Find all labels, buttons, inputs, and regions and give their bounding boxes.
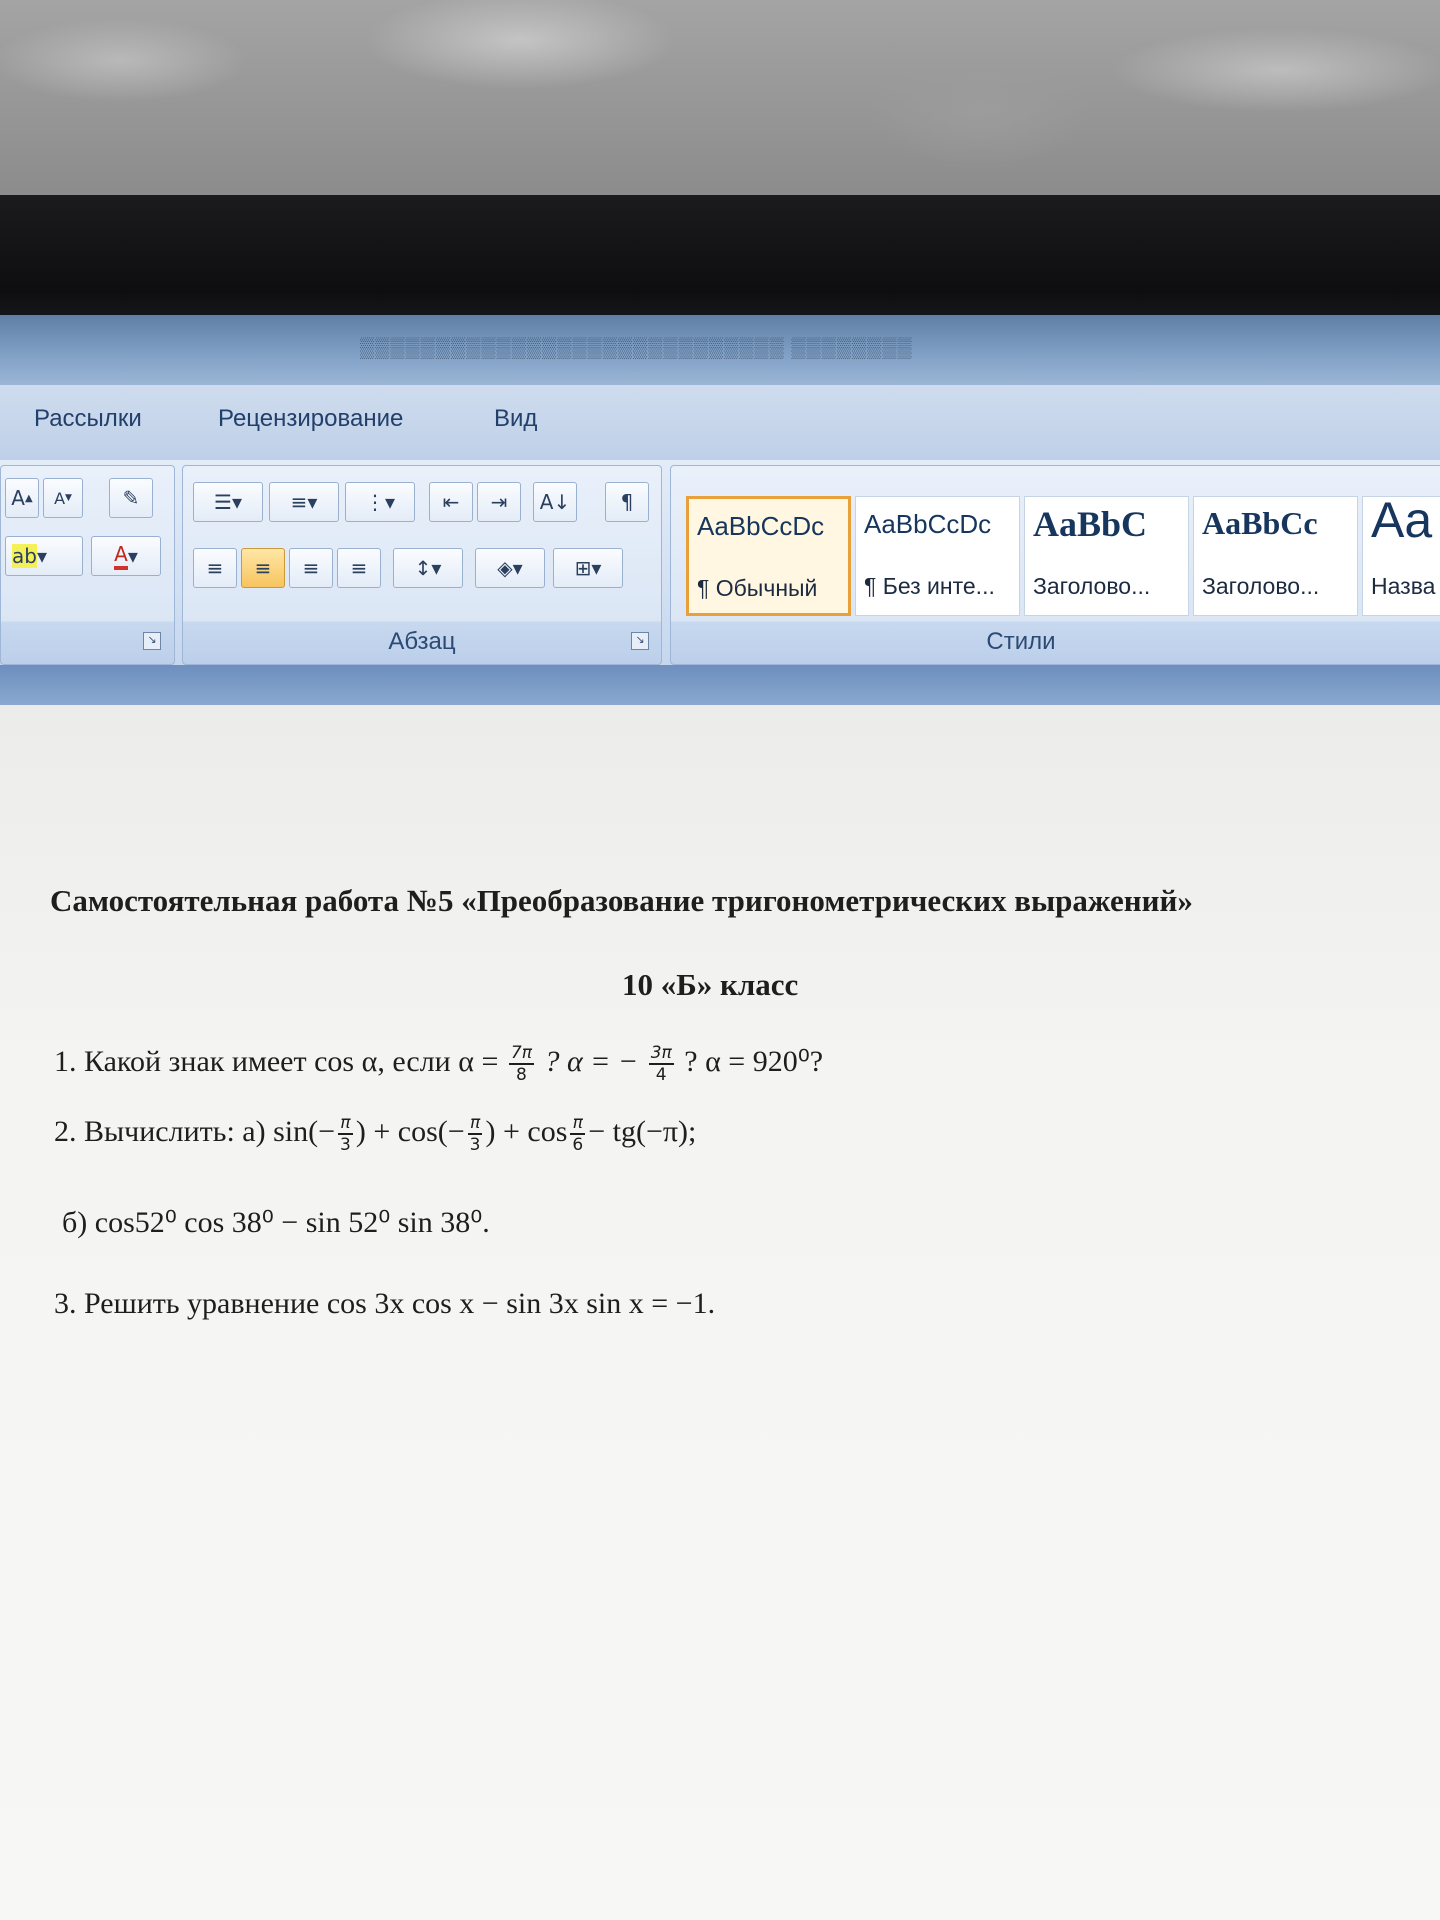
- monitor-bezel: [0, 195, 1440, 315]
- q1-lead: 1. Какой знак имеет cos α, если α =: [54, 1044, 499, 1078]
- q1-fraction-2: [649, 1043, 674, 1085]
- font-dialog-launcher-icon[interactable]: ↘: [143, 632, 161, 650]
- background-wall: [0, 0, 1440, 210]
- align-left-icon[interactable]: ≡: [193, 548, 237, 588]
- line-spacing-icon[interactable]: ↕▾: [393, 548, 463, 588]
- bullets-icon[interactable]: ☰▾: [193, 482, 263, 522]
- style-sample: AaBbC: [1033, 504, 1148, 544]
- style-name: Назва: [1371, 573, 1436, 599]
- q1-f2-den: 4: [655, 1065, 667, 1085]
- shading-icon[interactable]: ◈▾: [475, 548, 545, 588]
- q2-tail: − tg(−π);: [588, 1114, 697, 1148]
- q1-fraction-1: [509, 1043, 534, 1085]
- q2-f2-num: π: [468, 1113, 483, 1135]
- style-title[interactable]: [1362, 492, 1440, 616]
- doc-title: Самостоятельная работа №5 «Преобразование тригонометрических выражений»: [50, 883, 1193, 918]
- q2-f1-num: π: [338, 1113, 353, 1135]
- borders-icon[interactable]: ⊞▾: [553, 548, 623, 588]
- show-marks-icon[interactable]: ¶: [605, 482, 649, 522]
- font-group: [0, 465, 175, 665]
- paragraph-dialog-launcher-icon[interactable]: ↘: [631, 632, 649, 650]
- style-sample: AaBbCc: [1202, 505, 1318, 541]
- style-name: ¶ Обычный: [697, 575, 818, 601]
- q2-f3-num: π: [570, 1113, 585, 1135]
- ribbon-tabs: [0, 385, 1440, 461]
- q2-fraction-3: [570, 1113, 585, 1155]
- justify-icon[interactable]: ≡: [337, 548, 381, 588]
- sort-icon[interactable]: A↓: [533, 482, 577, 522]
- q2-part-3: ) + cos: [485, 1114, 568, 1148]
- tab-view[interactable]: Вид: [494, 405, 538, 432]
- style-heading-1[interactable]: [1024, 496, 1189, 616]
- style-no-spacing[interactable]: [855, 496, 1020, 616]
- increase-indent-icon[interactable]: ⇥: [477, 482, 521, 522]
- highlight-color-icon[interactable]: ab ▾: [5, 536, 83, 576]
- q2-f1-den: 3: [340, 1135, 351, 1155]
- clear-format-icon[interactable]: ✎: [109, 478, 153, 518]
- style-name: Заголово...: [1202, 573, 1320, 599]
- style-sample: AaBbCcDc: [864, 509, 992, 539]
- style-name: ¶ Без инте...: [864, 573, 995, 599]
- question-1: [54, 1043, 823, 1085]
- shrink-font-icon[interactable]: A ▼: [43, 478, 83, 518]
- question-2: [54, 1113, 696, 1155]
- q1-mid: ? α = −: [544, 1044, 639, 1078]
- numbering-icon[interactable]: ≡▾: [269, 482, 339, 522]
- align-right-icon[interactable]: ≡: [289, 548, 333, 588]
- window-title-bar: [0, 315, 1440, 385]
- tab-review[interactable]: Рецензирование: [218, 405, 404, 432]
- style-heading-2[interactable]: [1193, 496, 1358, 616]
- q2-part-2: ) + cos(−: [355, 1114, 465, 1148]
- decrease-indent-icon[interactable]: ⇤: [429, 482, 473, 522]
- style-name: Заголово...: [1033, 573, 1151, 599]
- multilevel-list-icon[interactable]: ⋮▾: [345, 482, 415, 522]
- ribbon: [0, 460, 1440, 665]
- grow-font-icon[interactable]: A ▲: [5, 478, 39, 518]
- style-sample: Aa: [1371, 492, 1433, 548]
- q1-f2-num: 3π: [650, 1043, 672, 1063]
- style-sample: AaBbCcDc: [697, 511, 825, 541]
- paragraph-group: [182, 465, 662, 665]
- q2-f3-den: 6: [572, 1135, 584, 1155]
- q2-lead: 2. Вычислить: а) sin(−: [54, 1114, 336, 1148]
- align-center-icon[interactable]: ≡: [241, 548, 285, 588]
- q1-f1-den: 8: [515, 1065, 527, 1085]
- doc-subtitle: 10 «Б» класс: [622, 967, 799, 1002]
- document-page[interactable]: [0, 705, 1440, 1920]
- q1-tail: ? α = 920⁰?: [684, 1044, 824, 1078]
- q2-f2-den: 3: [469, 1135, 481, 1155]
- styles-group: [670, 465, 1440, 665]
- paragraph-group-label: Абзац: [388, 628, 456, 655]
- q1-f1-num: 7π: [510, 1043, 532, 1063]
- font-color-icon[interactable]: A ▾: [91, 536, 161, 576]
- tab-mailings[interactable]: Рассылки: [34, 405, 142, 432]
- question-2b: б) cos52⁰ cos 38⁰ − sin 52⁰ sin 38⁰.: [62, 1206, 490, 1239]
- question-3: 3. Решить уравнение cos 3x cos x − sin 3x sin x = −1.: [54, 1287, 716, 1320]
- style-normal[interactable]: [686, 496, 851, 616]
- styles-group-label: Стили: [986, 628, 1056, 655]
- q2-fraction-2: [468, 1113, 483, 1155]
- blurred-title-text: ▒▒▒▒▒▒▒▒▒▒▒▒▒▒▒▒▒▒▒▒▒▒▒▒▒▒▒▒ ▒▒▒▒▒▒▒▒: [360, 337, 913, 359]
- ribbon-bottom-strip: [0, 665, 1440, 705]
- q2-fraction-1: [338, 1113, 353, 1155]
